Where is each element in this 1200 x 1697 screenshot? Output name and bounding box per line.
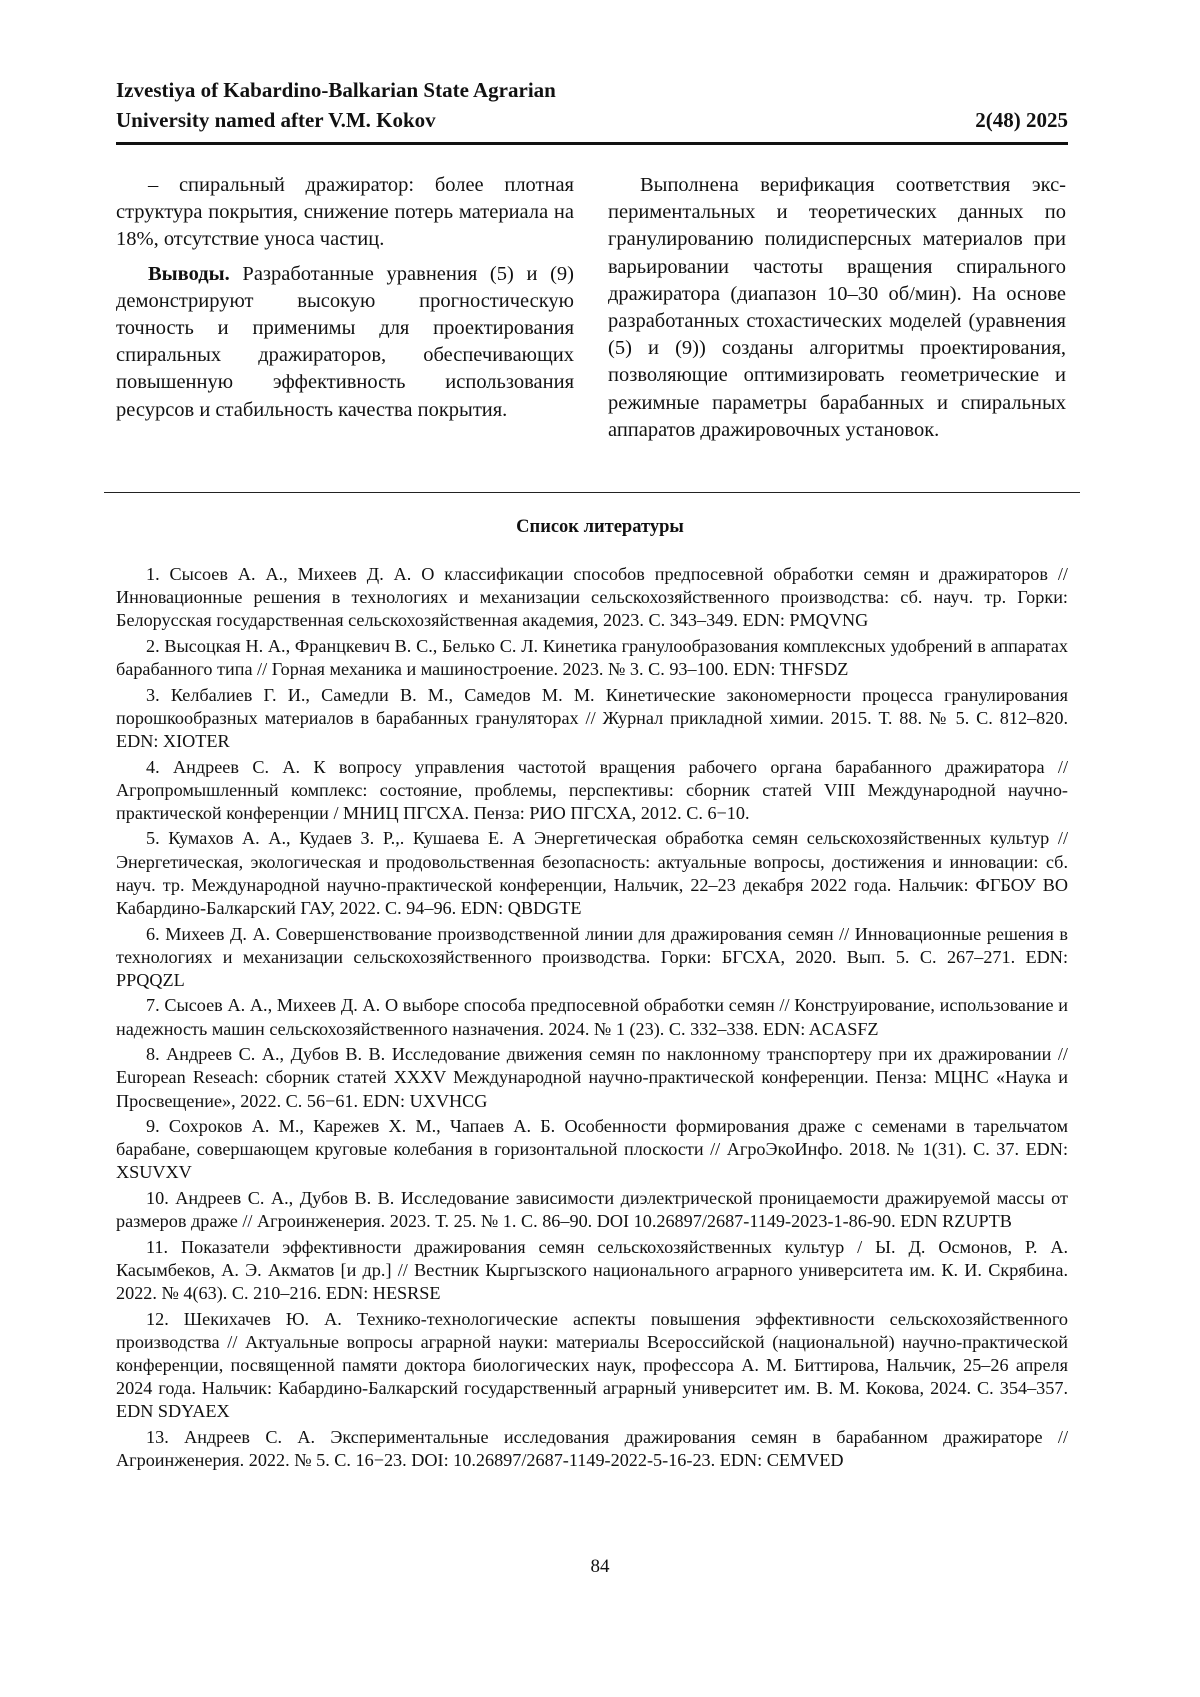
reference-item: 11. Показатели эффективности дражирования семян сельскохозяйственных культур / Ы. Д. Осмонов, Р. А. Касымбеков, А. Э. Акматов [и др.] // Вестник Кыргызского национального аграрного университета им. К. И. Скрябина. 2022. № 4(63). С. 210–216. EDN: HESRSE	[116, 1236, 1068, 1304]
conclusions-paragraph	[116, 261, 574, 424]
left-column	[116, 172, 574, 431]
reference-item: 2. Высоцкая Н. А., Францкевич В. С., Белько С. Л. Кинетика гранулообразования комплексных удобрений в аппаратах барабанного типа // Горная механика и машиностроение. 2023. № 3. С. 93–100. EDN: THFSDZ	[116, 635, 1068, 680]
page-number: 84	[590, 1556, 610, 1577]
spiral-coater-conclusion: – спиральный дражиратор: более плотная структура покрытия, снижение потерь материала на 18%, отсутствие уноса частиц.	[116, 174, 574, 251]
running-header	[116, 74, 1068, 138]
reference-item: 6. Михеев Д. А. Совершенствование производственной линии для дражирования семян // Инновационные решения в технологиях и механизации сельскохозяйственного производства. Горки: БГСХА, 2020. Вып. 5. С. 267–271. EDN: PPQQZL	[116, 923, 1068, 990]
header-divider	[116, 142, 1068, 145]
reference-item: 8. Андреев С. А., Дубов В. В. Исследование движения семян по наклонному транспортеру при их дражировании // European Reseach: сборник статей XXXV Международной научно-практической конференции. Пенза: МЦНС «Наука и Просвещение», 2022. С. 56−61. EDN: UXVHCG	[116, 1044, 1068, 1111]
conclusions-text: Разработанные уравнения (5) и (9) демонстрируют высокую прогностическую точность и применимы для проектирования спиральных дражираторов, обеспечивающих повышенную эффективность использования ресурсов и стабильность качества покрытия.	[116, 262, 574, 421]
reference-item: 13. Андреев С. А. Экспериментальные исследования дражирования семян в барабанном дражираторе // Агроинженерия. 2022. № 5. С. 16−23. DOI: 10.26897/2687-1149-2022-5-16-23. EDN: CEMVED	[116, 1426, 1068, 1471]
right-column	[608, 172, 1066, 451]
issue-number: 2(48) 2025	[975, 108, 1068, 132]
reference-item: 5. Кумахов А. А., Кудаев З. Р.,. Кушаева Е. А Энергетическая обработка семян сельскохозяйственных культур // Энергетическая, экологическая и продовольственная безопасность: актуальные вопросы, достижения и инновации: сб. науч. тр. Международной научно-практической конференции, Нальчик, 22–23 декабря 2022 года. Нальчик: ФГБОУ ВО Кабардино-Балкарский ГАУ, 2022. С. 94–96. EDN: QBDGTE	[116, 828, 1068, 919]
reference-item: 7. Сысоев А. А., Михеев Д. А. О выборе способа предпосевной обработки семян // Конструирование, использование и надежность машин сельскохозяйственного назначения. 2024. № 1 (23). С. 332–338. EDN: ACASFZ	[116, 995, 1068, 1039]
reference-item: 9. Сохроков А. М., Карежев Х. М., Чапаев А. Б. Особенности формирования драже с семенами в тарельчатом барабане, совершающем круговые колебания в горизонтальной плоскости // АгроЭкоИнфо. 2018. № 1(31). С. 37. EDN: XSUVXV	[116, 1116, 1068, 1183]
reference-item: 1. Сысоев А. А., Михеев Д. А. О классификации способов предпосевной обработки семян и дражираторов // Инновационные решения в технологиях и механизации сельскохозяйственного производства: сб. науч. тр. Горки: Белорусская государственная сельскохозяйственная академия, 2023. С. 343–349. EDN: PMQVNG	[116, 564, 1068, 631]
reference-item: 10. Андреев С. А., Дубов В. В. Исследование зависимости диэлектрической проницаемости дражируемой массы от размеров драже // Агроинженерия. 2023. Т. 25. № 1. С. 86–90. DOI 10.26897/2687-1149-2023-1-86-90. EDN RZUPTB	[116, 1187, 1068, 1232]
references-list	[116, 563, 1068, 1475]
reference-item: 3. Келбалиев Г. И., Самедли В. М., Самедов М. М. Кинетические закономерности процесса гранулирования порошкообразных материалов в барабанных грануляторах // Журнал прикладной химии. 2015. Т. 88. № 5. С. 812–820. EDN: XIOTER	[116, 684, 1068, 752]
reference-item: 12. Шекихачев Ю. А. Технико-технологические аспекты повышения эффективности сельскохозяйственного производства // Актуальные вопросы аграрной науки: материалы Всероссийской (национальной) научно-практической конференции, посвященной памяти доктора биологических наук, профессора А. М. Биттирова, Нальчик, 25–26 апреля 2024 года. Нальчик: Кабардино-Балкарский государственный аграрный университет им. В. М. Кокова, 2024. С. 354–357. EDN SDYAEX	[116, 1308, 1068, 1422]
journal-name-line1: Izvestiya of Kabardino-Balkarian State Agrarian	[116, 78, 556, 102]
journal-name-line2: University named after V.M. Kokov	[116, 108, 436, 132]
verification-paragraph: Выполнена верификация соответствия экспериментальных и теоретических данных по гранулированию полидисперсных материалов при варьировании частоты вращения спирального дражиратора (диапазон 10–30 об/мин). На основе разработанных стохастических моделей (уравнения (5) и (9)) созданы алгоритмы проектирования, позволяющие оптимизировать геометрические и режимные параметры барабанных и спиральных аппаратов дражировочных установок.	[608, 174, 1066, 441]
references-title: Список литературы	[516, 517, 684, 537]
section-divider	[104, 492, 1080, 493]
conclusions-label: Выводы.	[148, 262, 230, 285]
reference-item: 4. Андреев С. А. К вопросу управления частотой вращения рабочего органа барабанного дражиратора // Агропромышленный комплекс: состояние, проблемы, перспективы: сборник статей VIII Международной научно-практической конференции / МНИЦ ПГСХА. Пенза: РИО ПГСХА, 2012. С. 6−10.	[116, 756, 1068, 823]
